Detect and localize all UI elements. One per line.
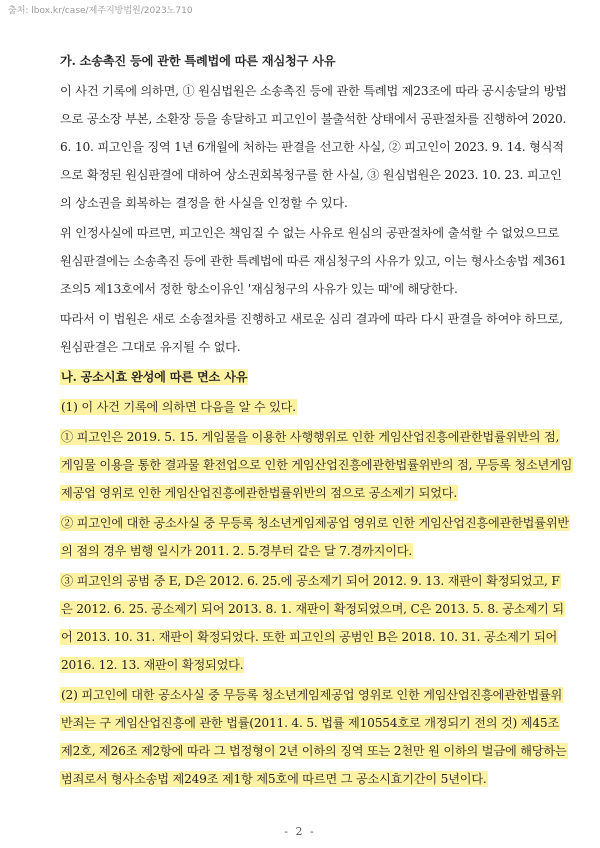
text-line bbox=[60, 110, 566, 127]
section-heading bbox=[60, 368, 248, 385]
line-text: 어 2013. 10. 31. 재판이 확정되었다. 또한 피고인의 공범인 B은 2018. 10. 31. 공소제기 되어 bbox=[61, 630, 558, 644]
text-line bbox=[60, 194, 348, 211]
text-line bbox=[60, 628, 558, 645]
text-line bbox=[60, 82, 567, 99]
text-line bbox=[60, 456, 573, 473]
text-line bbox=[60, 770, 488, 787]
source-url: 출처: lbox.kr/case/제주지방법원/2023노710 bbox=[8, 6, 193, 16]
text-line bbox=[60, 742, 568, 759]
line-text: 이 사건 기록에 의하면, ① 원심법원은 소송촉진 등에 관한 특례법 제23조에 따라 공시송달의 방법 bbox=[60, 84, 567, 98]
text-line bbox=[60, 428, 560, 445]
line-text: ② 피고인에 대한 공소사실 중 무등록 청소년게임제공업 영위로 인한 게임산업진흥에관한법률위반 bbox=[61, 516, 569, 530]
line-text: 나. 공소시효 완성에 따른 면소 사유 bbox=[61, 370, 248, 384]
line-text: 따라서 이 법원은 새로 소송절차를 진행하고 새로운 심리 결과에 따라 다시 판결을 하여야 하므로, bbox=[60, 312, 563, 326]
line-text: ① 피고인은 2019. 5. 15. 게임물을 이용한 사행행위로 인한 게임산업진흥에관한법률위반의 점, bbox=[61, 430, 560, 444]
line-text: 으로 공소장 부본, 소환장 등을 송달하고 피고인이 불출석한 상태에서 공판절차를 진행하여 2020. bbox=[60, 112, 567, 126]
text-line bbox=[60, 338, 240, 355]
line-text: 으로 확정된 원심판결에 대하여 상소권회복청구를 한 사실, ③ 원심법원은 2023. 10. 23. 피고인 bbox=[60, 168, 562, 182]
text-line bbox=[60, 656, 244, 673]
line-text: ③ 피고인의 공범 중 E, D은 2012. 6. 25.에 공소제기 되어 2012. 9. 13. 재판이 확정되었고, F bbox=[61, 574, 560, 588]
line-text: 원심판결은 그대로 유지될 수 없다. bbox=[60, 340, 241, 354]
text-line bbox=[60, 686, 563, 703]
line-text: (2) 피고인에 대한 공소사실 중 무등록 청소년게임제공업 영위로 인한 게임산업진흥에관한법률위 bbox=[61, 688, 563, 702]
text-line bbox=[60, 310, 563, 327]
line-text: 게임물 이용을 통한 결과물 환전업으로 인한 게임산업진흥에관한법률위반의 점, 무등록 청소년게임 bbox=[61, 458, 573, 472]
line-text: 원심판결에는 소송촉진 등에 관한 특례법에 따른 재심청구의 사유가 있고, 이는 형사소송법 제361 bbox=[60, 254, 567, 268]
text-line bbox=[60, 484, 458, 501]
text-line bbox=[60, 398, 297, 415]
line-text: 은 2012. 6. 25. 공소제기 되어 2013. 8. 1. 재판이 확정되었으며, C은 2013. 5. 8. 공소제기 되 bbox=[61, 602, 564, 616]
line-text: 위 인정사실에 따르면, 피고인은 책임질 수 없는 사유로 원심의 공판절차에 출석할 수 없었으므로 bbox=[60, 226, 560, 240]
line-text: (1) 이 사건 기록에 의하면 다음을 알 수 있다. bbox=[61, 400, 296, 414]
line-text: 6. 10. 피고인을 징역 1년 6개월에 처하는 판결을 선고한 사실, ② 피고인이 2023. 9. 14. 형식적 bbox=[60, 140, 564, 154]
text-line bbox=[60, 280, 458, 297]
line-text: 제2호, 제26조 제2항에 따라 그 법정형이 2년 이하의 징역 또는 2천만 원 이하의 벌금에 해당하는 bbox=[61, 744, 567, 758]
page-number: - 2 - bbox=[284, 825, 316, 838]
line-text: 조의5 제13호에서 정한 항소이유인 '재심청구의 사유가 있는 때'에 해당한다. bbox=[60, 282, 458, 296]
text-line bbox=[60, 542, 413, 559]
text-line bbox=[60, 166, 562, 183]
section-heading bbox=[60, 52, 335, 69]
line-text: 의 상소권을 회복하는 결정을 한 사실을 인정할 수 있다. bbox=[60, 196, 348, 210]
text-line bbox=[60, 224, 559, 241]
line-text: 의 점의 경우 범행 일시가 2011. 2. 5.경부터 같은 달 7.경까지이다. bbox=[61, 544, 413, 558]
text-line bbox=[60, 514, 570, 531]
text-line bbox=[60, 572, 561, 589]
line-text: 제공업 영위로 인한 게임산업진흥에관한법률위반의 점으로 공소제기 되었다. bbox=[61, 486, 458, 500]
text-line bbox=[60, 600, 565, 617]
line-text: 2016. 12. 13. 재판이 확정되었다. bbox=[61, 658, 244, 672]
line-text: 범죄로서 형사소송법 제249조 제1항 제5호에 따르면 그 공소시효기간이 5년이다. bbox=[61, 772, 487, 786]
text-line bbox=[60, 138, 564, 155]
text-line bbox=[60, 252, 567, 269]
text-line bbox=[60, 714, 560, 731]
line-text: 반죄는 구 게임산업진흥에 관한 법률(2011. 4. 5. 법률 제10554호로 개정되기 전의 것) 제45조 bbox=[61, 716, 560, 730]
line-text: 가. 소송촉진 등에 관한 특례법에 따른 재심청구 사유 bbox=[60, 54, 336, 68]
